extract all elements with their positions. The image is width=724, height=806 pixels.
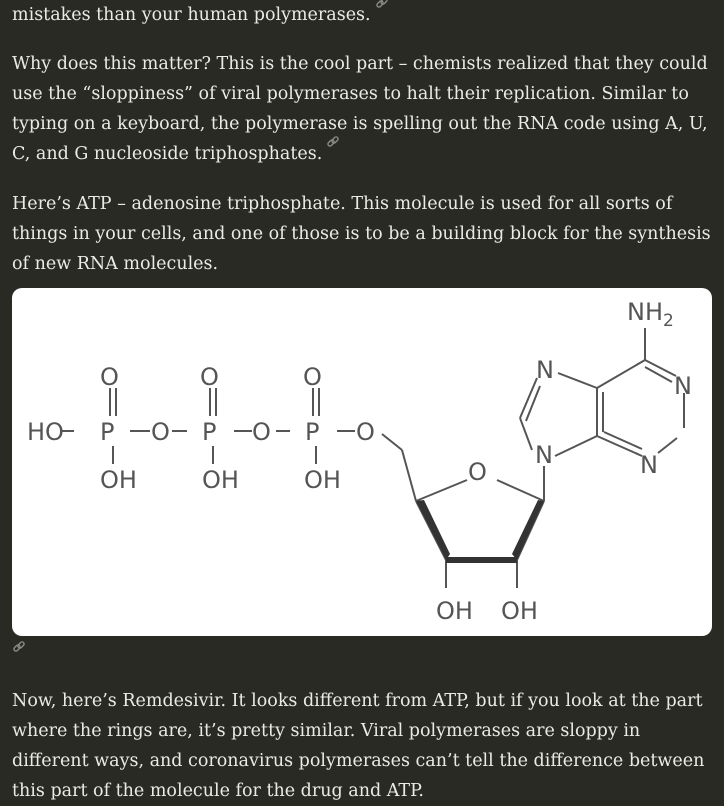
oxygen-label: O [151, 418, 170, 446]
oxygen-label: O [252, 418, 271, 446]
oh-label: OH [202, 466, 239, 494]
paragraph-why [12, 49, 712, 169]
link-icon[interactable] [12, 640, 26, 654]
nitrogen-label: N [674, 372, 692, 400]
link-icon[interactable] [326, 135, 340, 149]
ho-label: HO [27, 418, 64, 446]
atp-structure-diagram [12, 288, 712, 636]
oxygen-label: O [100, 363, 119, 391]
phosphorus-label: P [305, 418, 320, 446]
link-icon[interactable] [375, 0, 389, 10]
nitrogen-label: N [640, 451, 658, 479]
nitrogen-label: N [535, 441, 553, 469]
nitrogen-label: N [536, 356, 554, 384]
oh-label: OH [304, 466, 341, 494]
nh2-subscript: 2 [663, 311, 674, 331]
paragraph-atp: Here’s ATP – adenosine triphosphate. This molecule is used for all sorts of things in your cells, and one of those is to be a building block for the synthesis of new RNA molecules. [12, 194, 711, 274]
paragraph-text: mistakes than your human polymerases. [12, 5, 371, 25]
phosphorus-label: P [202, 418, 217, 446]
oh-label: OH [501, 597, 538, 625]
oxygen-label: O [303, 363, 322, 391]
oh-label: OH [436, 597, 473, 625]
oxygen-label: O [200, 363, 219, 391]
paragraph-intro-end [12, 0, 712, 30]
nh2-label [627, 298, 674, 331]
nh2-main: NH [627, 298, 663, 326]
oh-label: OH [100, 466, 137, 494]
ring-oxygen-label: O [468, 458, 487, 486]
phosphorus-label: P [100, 418, 115, 446]
oxygen-label: O [356, 418, 375, 446]
paragraph-text: Why does this matter? This is the cool part – chemists realized that they could use the “sloppiness” of viral polymerases to halt their replication. Similar to typing on a keyboard, the polymerase is spelling out the RNA code using A, U, C, and G nucleoside triphosphates. [12, 54, 708, 164]
atp-structure-figure [12, 288, 712, 636]
paragraph-remdesivir: Now, here’s Remdesivir. It looks different from ATP, but if you look at the part where the rings are, it’s pretty similar. Viral polymerases are sloppy in different ways, and coronavirus polymerases can’t tell the difference between this part of the molecule for the drug and ATP. [12, 691, 705, 801]
